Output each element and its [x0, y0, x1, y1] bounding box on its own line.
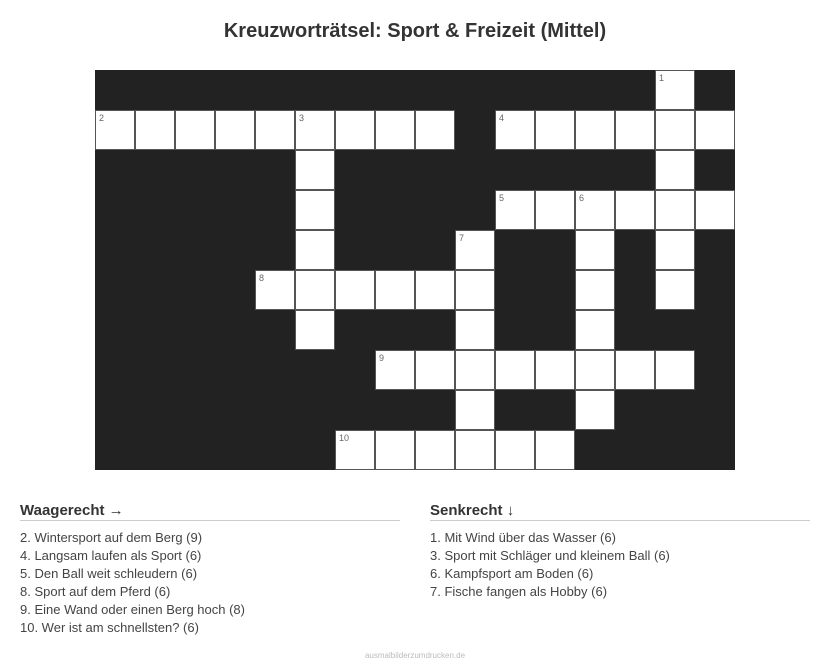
crossword-cell[interactable] — [255, 270, 295, 310]
crossword-cell[interactable] — [255, 110, 295, 150]
crossword-cell[interactable] — [535, 430, 575, 470]
clue-number: 6 — [579, 193, 585, 203]
crossword-cell[interactable] — [575, 230, 615, 270]
footer-credit: ausmalbilderzumdrucken.de — [364, 651, 466, 660]
crossword-cell[interactable] — [95, 110, 135, 150]
crossword-cell[interactable] — [295, 310, 335, 350]
crossword-grid — [95, 70, 735, 470]
clue-across-9: 9. Eine Wand oder einen Berg hoch (8) — [20, 602, 245, 617]
clue-across-10: 10. Wer ist am schnellsten? (6) — [20, 620, 199, 635]
crossword-cell[interactable] — [655, 270, 695, 310]
crossword-cell[interactable] — [295, 270, 335, 310]
clue-across-5: 5. Den Ball weit schleudern (6) — [20, 566, 198, 581]
crossword-cell[interactable] — [575, 350, 615, 390]
crossword-cell[interactable] — [615, 110, 655, 150]
clue-number: 9 — [379, 353, 385, 363]
crossword-cell[interactable] — [335, 270, 375, 310]
clue-number: 1 — [659, 73, 665, 83]
clue-number: 10 — [339, 433, 350, 443]
crossword-cell[interactable] — [495, 430, 535, 470]
clue-number: 8 — [259, 273, 265, 283]
across-clues — [20, 502, 400, 637]
crossword-cell[interactable] — [535, 350, 575, 390]
crossword-cell[interactable] — [415, 430, 455, 470]
down-heading: Senkrecht ↓ — [430, 502, 810, 521]
crossword-cell[interactable] — [215, 110, 255, 150]
crossword-cell[interactable] — [655, 150, 695, 190]
crossword-cell[interactable] — [655, 70, 695, 110]
crossword-cell[interactable] — [575, 270, 615, 310]
crossword-cell[interactable] — [455, 230, 495, 270]
crossword-cell[interactable] — [175, 110, 215, 150]
crossword-cell[interactable] — [695, 110, 735, 150]
crossword-cell[interactable] — [415, 110, 455, 150]
across-heading: Waagerecht → — [20, 502, 400, 521]
crossword-cell[interactable] — [615, 190, 655, 230]
clue-down-7: 7. Fische fangen als Hobby (6) — [430, 584, 608, 599]
crossword-cell[interactable] — [375, 270, 415, 310]
crossword-cell[interactable] — [335, 430, 375, 470]
crossword-cell[interactable] — [495, 110, 535, 150]
crossword-cell[interactable] — [575, 110, 615, 150]
crossword-cell[interactable] — [455, 390, 495, 430]
crossword-cell[interactable] — [295, 110, 335, 150]
clue-down-6: 6. Kampfsport am Boden (6) — [430, 566, 594, 581]
crossword-cell[interactable] — [575, 190, 615, 230]
across-clue-list — [20, 529, 400, 637]
clue-across-2: 2. Wintersport auf dem Berg (9) — [20, 530, 203, 545]
crossword-cell[interactable] — [655, 190, 695, 230]
page-title: Kreuzworträtsel: Sport & Freizeit (Mittel) — [223, 20, 607, 42]
down-clues — [430, 502, 810, 601]
crossword-cell[interactable] — [295, 150, 335, 190]
clue-down-1: 1. Mit Wind über das Wasser (6) — [430, 530, 616, 545]
crossword-cell[interactable] — [535, 110, 575, 150]
crossword-cell[interactable] — [655, 350, 695, 390]
crossword-cell[interactable] — [455, 310, 495, 350]
crossword-cell[interactable] — [495, 190, 535, 230]
crossword-cell[interactable] — [615, 350, 655, 390]
clue-number: 4 — [499, 113, 505, 123]
crossword-cell[interactable] — [295, 230, 335, 270]
crossword-cell[interactable] — [455, 270, 495, 310]
crossword-cell[interactable] — [695, 190, 735, 230]
crossword-cell[interactable] — [415, 350, 455, 390]
crossword-cell[interactable] — [655, 230, 695, 270]
crossword-cell[interactable] — [655, 110, 695, 150]
clue-number: 3 — [299, 113, 305, 123]
crossword-cell[interactable] — [375, 350, 415, 390]
clue-down-3: 3. Sport mit Schläger und kleinem Ball (6) — [430, 548, 670, 563]
crossword-cell[interactable] — [535, 190, 575, 230]
crossword-cell[interactable] — [455, 350, 495, 390]
down-clue-list — [430, 529, 810, 601]
crossword-cell[interactable] — [575, 310, 615, 350]
clue-across-4: 4. Langsam laufen als Sport (6) — [20, 548, 202, 563]
clue-number: 5 — [499, 193, 505, 203]
crossword-cell[interactable] — [575, 390, 615, 430]
crossword-cell[interactable] — [335, 110, 375, 150]
crossword-cell[interactable] — [495, 350, 535, 390]
crossword-cell[interactable] — [375, 430, 415, 470]
crossword-cell[interactable] — [375, 110, 415, 150]
clue-across-8: 8. Sport auf dem Pferd (6) — [20, 584, 171, 599]
clue-number: 2 — [99, 113, 105, 123]
crossword-cell[interactable] — [135, 110, 175, 150]
crossword-cell[interactable] — [455, 430, 495, 470]
clue-number: 7 — [459, 233, 465, 243]
crossword-cell[interactable] — [295, 190, 335, 230]
crossword-cell[interactable] — [415, 270, 455, 310]
